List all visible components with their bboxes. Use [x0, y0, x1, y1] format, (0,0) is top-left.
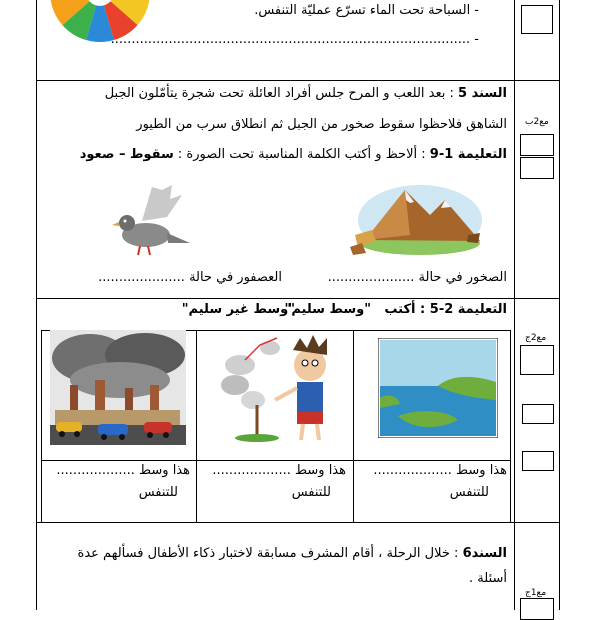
sanad6-line2: أسئلة . — [469, 571, 507, 586]
instruction-5-2-text: : أكتب — [384, 302, 430, 317]
section-separator-1 — [36, 80, 560, 81]
instruction-9-1-label: التعليمة 1-9 — [429, 147, 507, 162]
caption-lake-line1: هذا وسط ................... — [373, 463, 507, 478]
score-box-1j[interactable] — [520, 598, 554, 620]
instruction-5-2 — [384, 302, 507, 317]
criterion-code-2j: مع2ج — [525, 333, 547, 343]
option-unhealthy: "وسط غير سليم" — [181, 302, 295, 317]
caption-lake-line2: للتنفس — [449, 485, 489, 500]
score-box-2b-2[interactable] — [520, 157, 554, 179]
criterion-code-2b: مع2ب — [525, 117, 549, 127]
sanad5-label: السند 5 — [458, 86, 507, 101]
person-with-smoke-image — [215, 330, 345, 445]
caption-bird: العصفور في حالة ..................... — [98, 270, 282, 285]
frame-divider — [514, 0, 515, 610]
caption-rocks: الصخور في حالة ..................... — [327, 270, 507, 285]
section-separator-3 — [36, 522, 560, 523]
section-separator-2 — [36, 298, 560, 299]
caption-person-line1: هذا وسط ................... — [212, 463, 346, 478]
caption-person-line2: للتنفس — [291, 485, 331, 500]
pigeon-image — [112, 185, 192, 260]
score-box-2j-3[interactable] — [522, 451, 554, 471]
instruction-9-1 — [80, 147, 507, 162]
caption-city-line1: هذا وسط ................... — [56, 463, 190, 478]
instruction-5-2-label: التعليمة 2-5 — [429, 302, 507, 317]
score-box-top[interactable] — [521, 5, 553, 34]
sanad5-line2: الشاهق فلاحظوا سقوط صخور من الجبل ثم انطلاق سرب من الطيور — [136, 117, 507, 132]
caption-city-line2: للتنفس — [138, 485, 178, 500]
sanad6-text: : خلال الرحلة ، أقام المشرف مسابقة لاختبار ذكاء الأطفال فسألهم عدة — [77, 546, 463, 561]
sanad6-label: السند6 — [462, 546, 507, 561]
clean-lake-image — [378, 338, 498, 438]
sanad6-line1 — [78, 546, 507, 561]
frame-left — [36, 0, 37, 610]
criterion-code-1j: مع1ج — [525, 588, 547, 598]
bullet-blank: - ....................................................................................... — [110, 32, 479, 47]
sanad5-text: : بعد اللعب و المرح جلس أفراد العائلة تحت شجرة يتأمّلون الجبل — [104, 86, 459, 101]
score-box-2j-1[interactable] — [520, 345, 554, 375]
score-box-2j-2[interactable] — [522, 404, 554, 424]
instruction-9-1-text: : ألاحظ و أكتب الكلمة المناسبة تحت الصورة : — [173, 147, 430, 162]
sanad5-line1 — [105, 86, 507, 101]
option-healthy: "وسط سليم" — [284, 302, 371, 317]
falling-rocks-mountain-image — [350, 175, 485, 260]
frame-right — [559, 0, 560, 610]
instruction-9-1-words: سقوط – صعود — [79, 147, 174, 162]
polluted-city-image — [50, 330, 186, 445]
bullet-swimming: - السباحة تحت الماء تسرّع عمليّة التنفس. — [254, 3, 479, 18]
score-box-2b-1[interactable] — [520, 134, 554, 156]
